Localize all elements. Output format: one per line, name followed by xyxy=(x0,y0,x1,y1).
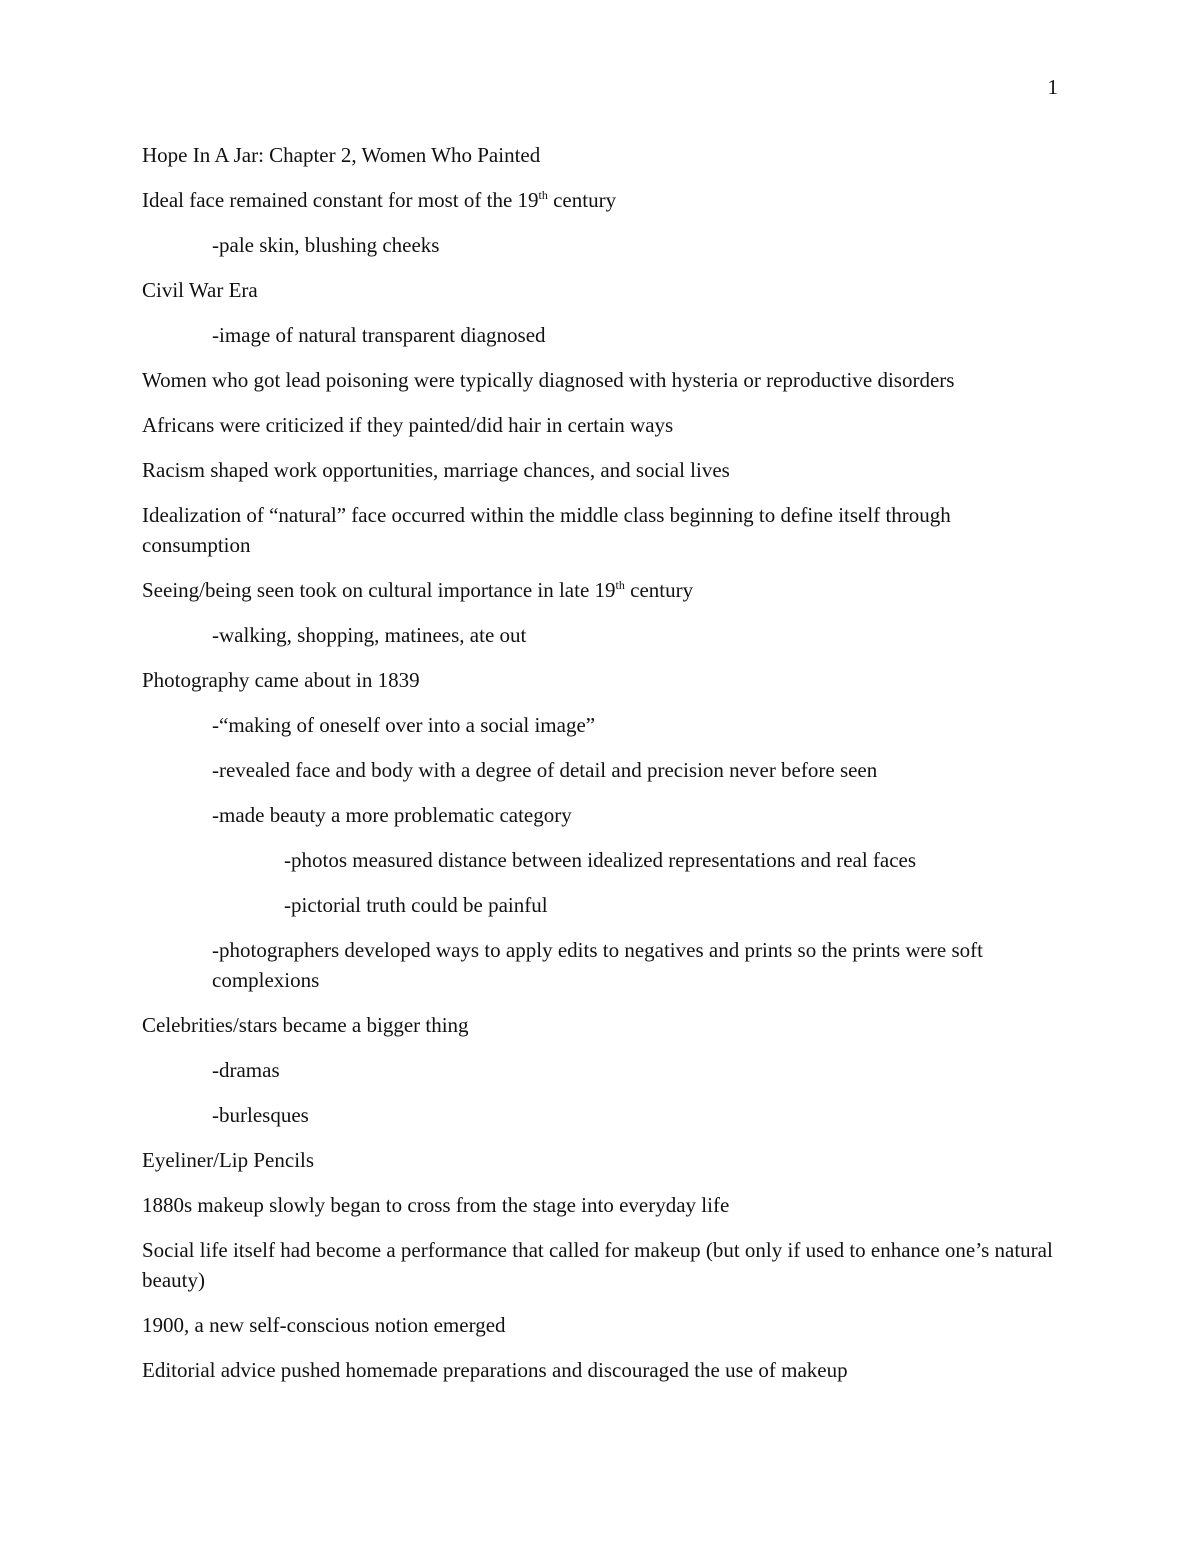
line-text: -“making of oneself over into a social image” xyxy=(212,713,596,737)
page-number: 1 xyxy=(1047,75,1058,99)
line-text: Idealization of “natural” face occurred within the middle class beginning to define itself through consumption xyxy=(142,503,951,557)
sub-note-line xyxy=(142,800,1057,830)
note-line xyxy=(142,1355,1057,1385)
line-text: century xyxy=(624,578,694,602)
sub-note-line xyxy=(142,320,1057,350)
line-text: -image of natural transparent diagnosed xyxy=(212,323,546,347)
sub-note-line xyxy=(142,755,1057,785)
line-text: -photographers developed ways to apply edits to negatives and prints so the prints were soft complexions xyxy=(212,938,983,992)
sub-note-line xyxy=(142,620,1057,650)
line-text: Photography came about in 1839 xyxy=(142,668,420,692)
sub-note-line xyxy=(142,890,1057,920)
note-line xyxy=(142,1235,1057,1295)
line-text: Ideal face remained constant for most of the 19 xyxy=(142,188,539,212)
note-line xyxy=(142,185,1057,215)
note-line xyxy=(142,500,1057,560)
note-line xyxy=(142,410,1057,440)
note-line xyxy=(142,575,1057,605)
note-line xyxy=(142,1310,1057,1340)
line-text: -burlesques xyxy=(212,1103,309,1127)
line-text: Celebrities/stars became a bigger thing xyxy=(142,1013,469,1037)
superscript-text: th xyxy=(538,188,548,202)
note-line xyxy=(142,140,1057,170)
line-text: Women who got lead poisoning were typically diagnosed with hysteria or reproductive disorders xyxy=(142,368,955,392)
line-text: Seeing/being seen took on cultural importance in late 19 xyxy=(142,578,616,602)
note-line xyxy=(142,1010,1057,1040)
line-text: 1880s makeup slowly began to cross from the stage into everyday life xyxy=(142,1193,730,1217)
superscript-text: th xyxy=(615,578,625,592)
line-text: -revealed face and body with a degree of detail and precision never before seen xyxy=(212,758,878,782)
line-text: -pale skin, blushing cheeks xyxy=(212,233,440,257)
line-text: Hope In A Jar: Chapter 2, Women Who Painted xyxy=(142,143,541,167)
line-text: -pictorial truth could be painful xyxy=(284,893,548,917)
line-text: Racism shaped work opportunities, marriage chances, and social lives xyxy=(142,458,730,482)
sub-note-line xyxy=(142,845,1057,875)
sub-note-line xyxy=(142,230,1057,260)
document-body xyxy=(142,140,1057,1400)
note-line xyxy=(142,665,1057,695)
note-line xyxy=(142,1190,1057,1220)
line-text: -photos measured distance between idealized representations and real faces xyxy=(284,848,917,872)
line-text: Editorial advice pushed homemade preparations and discouraged the use of makeup xyxy=(142,1358,848,1382)
line-text: Social life itself had become a performance that called for makeup (but only if used to enhance one’s natural beauty) xyxy=(142,1238,1053,1292)
note-line xyxy=(142,1145,1057,1175)
line-text: Africans were criticized if they painted/did hair in certain ways xyxy=(142,413,674,437)
sub-note-line xyxy=(142,1100,1057,1130)
note-line xyxy=(142,275,1057,305)
sub-note-line xyxy=(142,710,1057,740)
line-text: -walking, shopping, matinees, ate out xyxy=(212,623,527,647)
line-text: Civil War Era xyxy=(142,278,258,302)
note-line xyxy=(142,365,1057,395)
line-text: Eyeliner/Lip Pencils xyxy=(142,1148,315,1172)
line-text: 1900, a new self-conscious notion emerged xyxy=(142,1313,506,1337)
sub-note-line xyxy=(142,1055,1057,1085)
line-text: century xyxy=(547,188,617,212)
line-text: -dramas xyxy=(212,1058,280,1082)
note-line xyxy=(142,455,1057,485)
sub-note-line xyxy=(142,935,1057,995)
line-text: -made beauty a more problematic category xyxy=(212,803,572,827)
